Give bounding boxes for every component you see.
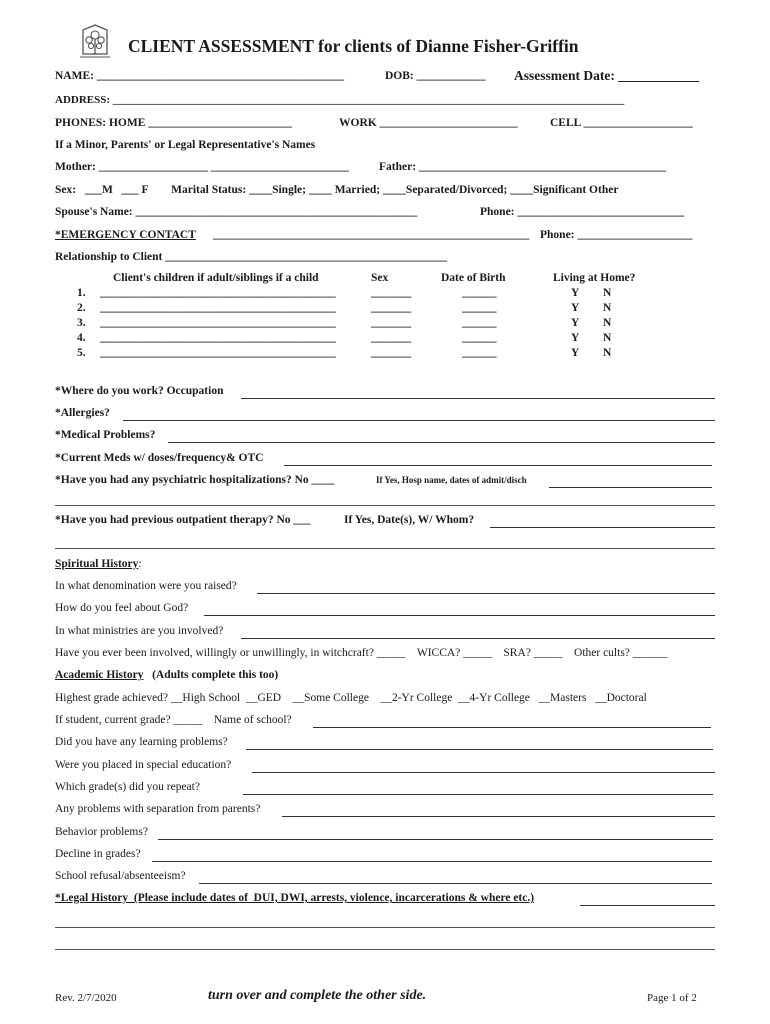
- denomination-label: In what denomination were you raised?: [55, 580, 237, 592]
- child-home-yes[interactable]: Y: [571, 302, 580, 314]
- decline-grades-label: Decline in grades?: [55, 848, 141, 860]
- outpatient-therapy-label[interactable]: *Have you had previous outpatient therapy? No ___: [55, 514, 311, 526]
- mother-field[interactable]: Mother: ___________________ ________________________: [55, 161, 349, 173]
- child-sex-input[interactable]: _______: [371, 317, 412, 329]
- repeat-grade-label: Which grade(s) did you repeat?: [55, 781, 200, 793]
- outpatient-details-input[interactable]: [490, 527, 715, 528]
- ministries-label: In what ministries are you involved?: [55, 625, 224, 637]
- minor-label: If a Minor, Parents' or Legal Representative's Names: [55, 139, 316, 151]
- medical-problems-input[interactable]: [168, 442, 715, 443]
- children-name-header: Client's children if adult/siblings if a child: [113, 272, 319, 284]
- child-row-number: 1.: [77, 287, 86, 299]
- current-meds-label: *Current Meds w/ doses/frequency& OTC: [55, 452, 264, 464]
- name-field[interactable]: NAME: ___________________________________________: [55, 70, 345, 82]
- child-sex-input[interactable]: _______: [371, 287, 412, 299]
- legal-history-heading: *Legal History (Please include dates of DUI, DWI, arrests, violence, incarcerations & where etc.): [55, 892, 535, 904]
- separation-problems-input[interactable]: [282, 816, 715, 817]
- denomination-input[interactable]: [257, 593, 715, 594]
- children-sex-header: Sex: [371, 272, 389, 284]
- relationship-field[interactable]: Relationship to Client _________________________________________________: [55, 251, 447, 263]
- phone-home-field[interactable]: PHONES: HOME _________________________: [55, 117, 293, 129]
- form-title: CLIENT ASSESSMENT for clients of Dianne Fisher-Griffin: [128, 36, 579, 56]
- special-education-input[interactable]: [252, 772, 715, 773]
- sex-marital-field[interactable]: Sex: ___M ___ F Marital Status: ____Single; ____ Married; ____Separated/Divorced; ____Significant Other: [55, 184, 619, 196]
- feel-about-god-input[interactable]: [204, 615, 715, 616]
- psych-details-input[interactable]: [549, 487, 712, 488]
- outpatient-if-yes-label: If Yes, Date(s), W/ Whom?: [344, 514, 475, 526]
- assessment-date-field[interactable]: Assessment Date: ____________: [514, 68, 700, 83]
- spiritual-history-heading: Spiritual History:: [55, 558, 142, 570]
- child-home-no[interactable]: N: [603, 317, 612, 329]
- decline-grades-input[interactable]: [152, 861, 712, 862]
- child-row-number: 4.: [77, 332, 86, 344]
- outpatient-details-continuation[interactable]: [55, 548, 715, 549]
- behavior-problems-label: Behavior problems?: [55, 826, 148, 838]
- child-name-input[interactable]: _________________________________________: [100, 332, 336, 344]
- turn-over-note: turn over and complete the other side.: [208, 988, 427, 1003]
- ministries-input[interactable]: [241, 638, 715, 639]
- children-dob-header: Date of Birth: [441, 272, 506, 284]
- learning-problems-input[interactable]: [246, 749, 713, 750]
- child-row-number: 2.: [77, 302, 86, 314]
- feel-about-god-label: How do you feel about God?: [55, 602, 189, 614]
- child-home-no[interactable]: N: [603, 302, 612, 314]
- child-dob-input[interactable]: ______: [462, 317, 497, 329]
- legal-history-line-2[interactable]: [55, 927, 715, 928]
- psych-if-yes-label: If Yes, Hosp name, dates of admit/disch: [376, 475, 527, 485]
- child-dob-input[interactable]: ______: [462, 302, 497, 314]
- separation-problems-label: Any problems with separation from parents?: [55, 803, 261, 815]
- phone-work-field[interactable]: WORK ________________________: [339, 117, 518, 129]
- behavior-problems-input[interactable]: [158, 839, 713, 840]
- allergies-input[interactable]: [123, 420, 715, 421]
- child-name-input[interactable]: _________________________________________: [100, 317, 336, 329]
- repeat-grade-input[interactable]: [243, 794, 713, 795]
- school-name-input[interactable]: [313, 727, 711, 728]
- emergency-contact-field[interactable]: _______________________________________________________: [213, 229, 530, 241]
- legal-history-input[interactable]: [580, 905, 715, 906]
- current-grade-label[interactable]: If student, current grade? _____ Name of school?: [55, 714, 292, 726]
- spouse-name-field[interactable]: Spouse's Name: _________________________________________________: [55, 206, 418, 218]
- spouse-phone-field[interactable]: Phone: _____________________________: [480, 206, 685, 218]
- special-education-label: Were you placed in special education?: [55, 759, 232, 771]
- child-home-yes[interactable]: Y: [571, 287, 580, 299]
- child-dob-input[interactable]: ______: [462, 287, 497, 299]
- emergency-phone-field[interactable]: Phone: ____________________: [540, 229, 693, 241]
- occupation-input[interactable]: [241, 398, 715, 399]
- medical-problems-label: *Medical Problems?: [55, 429, 156, 441]
- child-sex-input[interactable]: _______: [371, 347, 412, 359]
- psych-details-continuation[interactable]: [55, 505, 715, 506]
- school-refusal-input[interactable]: [199, 883, 712, 884]
- tree-logo-icon: [78, 24, 112, 60]
- child-row-number: 3.: [77, 317, 86, 329]
- child-name-input[interactable]: _________________________________________: [100, 347, 336, 359]
- child-sex-input[interactable]: _______: [371, 302, 412, 314]
- father-field[interactable]: Father: ___________________________________________: [379, 161, 667, 173]
- child-home-yes[interactable]: Y: [571, 332, 580, 344]
- child-home-no[interactable]: N: [603, 287, 612, 299]
- children-home-header: Living at Home?: [553, 272, 636, 284]
- academic-history-heading: Academic History (Adults complete this too): [55, 669, 279, 681]
- page-number: Page 1 of 2: [647, 992, 697, 1004]
- witchcraft-field[interactable]: Have you ever been involved, willingly or unwillingly, in witchcraft? _____ WICCA? _____ SRA? _____ Other cults? ______: [55, 647, 668, 659]
- child-name-input[interactable]: _________________________________________: [100, 302, 336, 314]
- school-refusal-label: School refusal/absenteeism?: [55, 870, 186, 882]
- child-dob-input[interactable]: ______: [462, 332, 497, 344]
- address-field[interactable]: ADDRESS: _____________________________________________________________________________________________: [55, 94, 625, 106]
- child-home-no[interactable]: N: [603, 347, 612, 359]
- child-home-no[interactable]: N: [603, 332, 612, 344]
- revision-date: Rev. 2/7/2020: [55, 992, 117, 1004]
- highest-grade-field[interactable]: Highest grade achieved? __High School __GED __Some College __2-Yr College __4-Yr College __Masters __Doctoral: [55, 692, 647, 704]
- dob-field[interactable]: DOB: ____________: [385, 70, 486, 82]
- child-home-yes[interactable]: Y: [571, 317, 580, 329]
- learning-problems-label: Did you have any learning problems?: [55, 736, 228, 748]
- child-row-number: 5.: [77, 347, 86, 359]
- allergies-label: *Allergies?: [55, 407, 110, 419]
- occupation-label: *Where do you work? Occupation: [55, 385, 224, 397]
- child-name-input[interactable]: _________________________________________: [100, 287, 336, 299]
- current-meds-input[interactable]: [284, 465, 712, 466]
- child-home-yes[interactable]: Y: [571, 347, 580, 359]
- child-sex-input[interactable]: _______: [371, 332, 412, 344]
- emergency-contact-label: *EMERGENCY CONTACT: [55, 229, 196, 241]
- psych-hospitalization-label[interactable]: *Have you had any psychiatric hospitalizations? No ____: [55, 474, 335, 486]
- phone-cell-field[interactable]: CELL ___________________: [550, 117, 693, 129]
- legal-history-line-3[interactable]: [55, 949, 715, 950]
- child-dob-input[interactable]: ______: [462, 347, 497, 359]
